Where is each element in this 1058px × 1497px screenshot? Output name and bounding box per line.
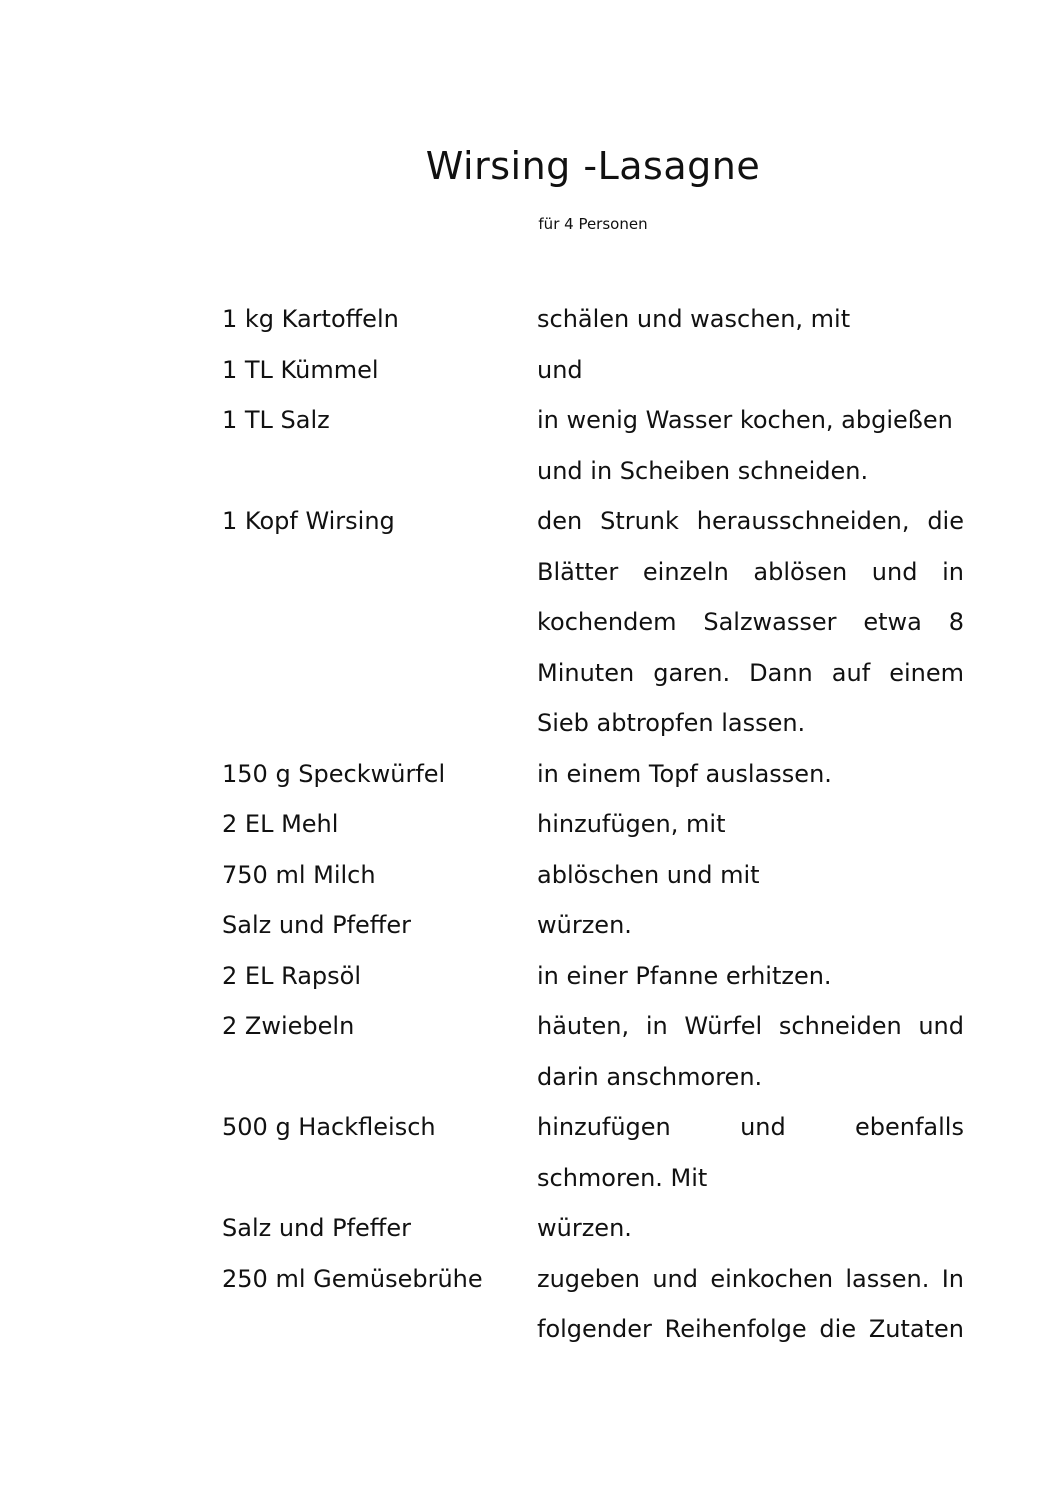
- instruction-word: häuten,: [537, 1012, 630, 1040]
- instruction-word: In: [941, 1264, 964, 1293]
- instruction-word: etwa: [863, 608, 922, 636]
- instruction-word: Blätter: [537, 557, 619, 586]
- instruction-word: darin anschmoren.: [537, 1062, 763, 1091]
- instruction-word: und in Scheiben schneiden.: [537, 456, 869, 485]
- instruction-word: hinzufügen, mit: [537, 810, 726, 838]
- ingredient: 1 TL Kümmel: [222, 355, 379, 384]
- instruction-word: hinzufügen: [537, 1113, 671, 1141]
- instruction-word: einzeln: [642, 557, 729, 586]
- instruction: [537, 395, 964, 496]
- instruction-word: lassen.: [845, 1264, 930, 1293]
- recipe-row: [222, 294, 964, 345]
- recipe-row: [222, 1102, 964, 1203]
- instruction-word: würzen.: [537, 1214, 632, 1242]
- instruction-word: schälen und waschen, mit: [537, 305, 851, 333]
- instruction-word: schmoren. Mit: [537, 1163, 708, 1192]
- instruction: [537, 294, 964, 345]
- ingredient: 2 Zwiebeln: [222, 1012, 355, 1040]
- instruction-word: und: [652, 1264, 698, 1293]
- ingredient: 1 kg Kartoffeln: [222, 305, 399, 333]
- instruction-word: 8: [948, 608, 964, 636]
- instruction-line: [537, 1304, 964, 1355]
- instruction-line: [537, 951, 964, 1002]
- instruction-word: Würfel: [684, 1012, 763, 1040]
- instruction-word: zugeben: [537, 1264, 641, 1293]
- recipe-row: [222, 799, 964, 850]
- recipe-row: [222, 1001, 964, 1102]
- instruction-word: und: [537, 355, 583, 384]
- instruction-word: und: [871, 557, 918, 586]
- instruction-line: [537, 850, 964, 901]
- instruction-word: die: [927, 507, 964, 535]
- instruction-word: und: [740, 1113, 786, 1141]
- instruction: [537, 1203, 964, 1254]
- instruction-line: [537, 547, 964, 598]
- instruction-line: [537, 446, 964, 497]
- ingredient: 1 TL Salz: [222, 406, 330, 434]
- instruction-word: ablöschen und mit: [537, 860, 760, 889]
- instruction-line: [537, 1153, 964, 1204]
- instruction-word: Zutaten: [868, 1315, 964, 1343]
- instruction-line: [537, 1001, 964, 1052]
- instruction-word: würzen.: [537, 911, 632, 939]
- instruction-word: Strunk: [600, 507, 679, 535]
- instruction-word: ablösen: [753, 557, 848, 586]
- recipe-row: [222, 395, 964, 496]
- ingredient: 2 EL Rapsöl: [222, 961, 362, 990]
- recipe-row: [222, 749, 964, 800]
- ingredient: Salz und Pfeffer: [222, 1214, 411, 1242]
- instruction-word: kochendem: [537, 608, 677, 636]
- instruction-line: [537, 1052, 964, 1103]
- instruction-line: [537, 496, 964, 547]
- ingredient: 150 g Speckwürfel: [222, 759, 446, 788]
- instruction: [537, 749, 964, 800]
- instruction-line: [537, 1254, 964, 1305]
- recipe-row: [222, 850, 964, 901]
- instruction-word: Dann: [749, 658, 813, 687]
- instruction-word: herausschneiden,: [696, 507, 910, 535]
- recipe-table: [222, 294, 964, 1355]
- instruction-line: [537, 749, 964, 800]
- instruction-word: einem: [889, 658, 964, 687]
- instruction-line: [537, 648, 964, 699]
- instruction-word: Minuten: [537, 658, 635, 687]
- servings-note: für 4 Personen: [538, 215, 648, 233]
- instruction-word: Sieb abtropfen lassen.: [537, 709, 806, 737]
- recipe-row: [222, 1203, 964, 1254]
- recipe-row: [222, 345, 964, 396]
- instruction-word: garen.: [653, 658, 731, 687]
- ingredient: 250 ml Gemüsebrühe: [222, 1264, 483, 1293]
- instruction: [537, 799, 964, 850]
- instruction-word: die: [819, 1315, 857, 1343]
- instruction: [537, 850, 964, 901]
- instruction: [537, 900, 964, 951]
- instruction-word: in: [645, 1012, 668, 1040]
- instruction: [537, 1102, 964, 1203]
- instruction-line: [537, 1102, 964, 1153]
- instruction-word: auf: [831, 658, 871, 687]
- recipe-row: [222, 951, 964, 1002]
- ingredient: Salz und Pfeffer: [222, 911, 411, 939]
- instruction: [537, 345, 964, 396]
- instruction-word: in einem Topf auslassen.: [537, 759, 832, 788]
- instruction-line: [537, 698, 964, 749]
- recipe-row: [222, 496, 964, 749]
- instruction-word: Salzwasser: [703, 608, 837, 636]
- instruction-line: [537, 294, 964, 345]
- instruction-word: einkochen: [710, 1264, 834, 1293]
- instruction-line: [537, 597, 964, 648]
- ingredient: 2 EL Mehl: [222, 810, 339, 838]
- instruction: [537, 1001, 964, 1102]
- instruction-word: und: [918, 1012, 964, 1040]
- ingredient: 500 g Hackfleisch: [222, 1113, 436, 1141]
- instruction-line: [537, 900, 964, 951]
- instruction-word: ebenfalls: [855, 1113, 964, 1141]
- instruction-word: Reihenfolge: [664, 1315, 807, 1343]
- instruction-word: in einer Pfanne erhitzen.: [537, 961, 832, 990]
- instruction-word: den: [537, 507, 583, 535]
- instruction-word: in: [942, 557, 964, 586]
- instruction: [537, 1254, 964, 1355]
- instruction: [537, 951, 964, 1002]
- instruction-word: schneiden: [778, 1012, 902, 1040]
- recipe-row: [222, 1254, 964, 1355]
- ingredient: 1 Kopf Wirsing: [222, 507, 395, 535]
- recipe-row: [222, 900, 964, 951]
- instruction: [537, 496, 964, 749]
- instruction-line: [537, 395, 964, 446]
- instruction-line: [537, 1203, 964, 1254]
- instruction-line: [537, 345, 964, 396]
- recipe-title: Wirsing -Lasagne: [425, 144, 761, 188]
- instruction-line: [537, 799, 964, 850]
- instruction-word: in wenig Wasser kochen, abgießen: [537, 406, 953, 434]
- ingredient: 750 ml Milch: [222, 860, 376, 889]
- instruction-word: folgender: [537, 1315, 652, 1343]
